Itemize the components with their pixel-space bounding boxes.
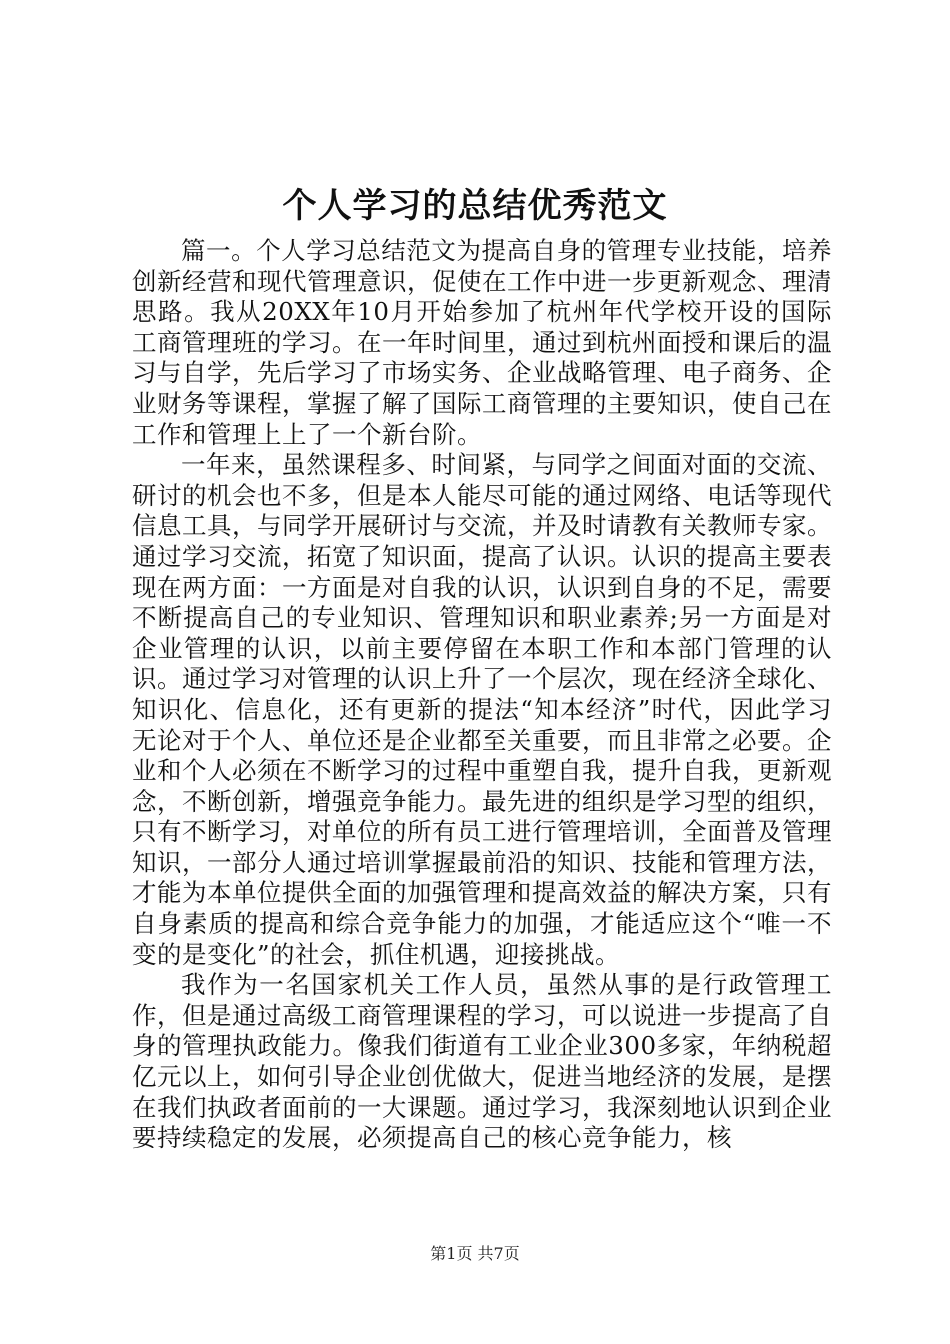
page-number-footer: 第1页 共7页 — [430, 1244, 520, 1263]
paragraph-1: 篇一。个人学习总结范文为提高自身的管理专业技能，培养创新经营和现代管理意识，促使在工作中进一步更新观念、理清思路。我从20XX年10月开始参加了杭州年代学校开设的国际工商管理班的学习。在一年时间里，通过到杭州面授和课后的温习与自学，先后学习了市场实务、企业战略管理、电子商务、企业财务等课程，掌握了解了国际工商管理的主要知识，使自己在工作和管理上上了一个新台阶。 — [132, 236, 832, 449]
paragraph-2: 一年来，虽然课程多、时间紧，与同学之间面对面的交流、研讨的机会也不多，但是本人能尽可能的通过网络、电话等现代信息工具，与同学开展研讨与交流，并及时请教有关教师专家。通过学习交流，拓宽了知识面，提高了认识。认识的提高主要表现在两方面：一方面是对自我的认识，认识到自身的不足，需要不断提高自己的专业知识、管理知识和职业素养;另一方面是对企业管理的认识，以前主要停留在本职工作和本部门管理的认识。通过学习对管理的认识上升了一个层次，现在经济全球化、知识化、信息化，还有更新的提法“知本经济”时代，因此学习无论对于个人、单位还是企业都至关重要，而且非常之必要。企业和个人必须在不断学习的过程中重塑自我，提升自我，更新观念，不断创新，增强竞争能力。最先进的组织是学习型的组织，只有不断学习，对单位的所有员工进行管理培训，全面普及管理知识，一部分人通过培训掌握最前沿的知识、技能和管理方法，才能为本单位提供全面的加强管理和提高效益的解决方案，只有自身素质的提高和综合竞争能力的加强，才能适应这个“唯一不变的是变化”的社会，抓住机遇，迎接挑战。 — [132, 450, 832, 969]
paragraph-3: 我作为一名国家机关工作人员，虽然从事的是行政管理工作，但是通过高级工商管理课程的学习，可以说进一步提高了自身的管理执政能力。像我们街道有工业企业300多家，年纳税超亿元以上，如何引导企业创优做大，促进当地经济的发展，是摆在我们执政者面前的一大课题。通过学习，我深刻地认识到企业要持续稳定的发展，必须提高自己的核心竞争能力，核 — [132, 970, 832, 1153]
document-body — [132, 236, 832, 1154]
document-title: 个人学习的总结优秀范文 — [282, 186, 668, 226]
